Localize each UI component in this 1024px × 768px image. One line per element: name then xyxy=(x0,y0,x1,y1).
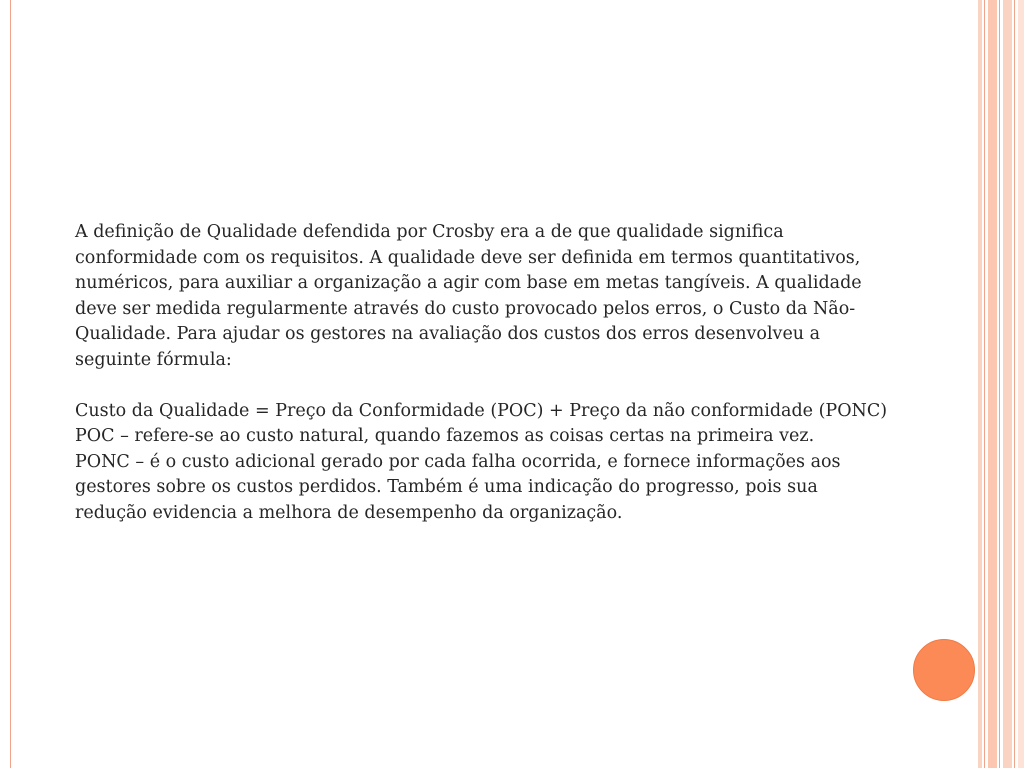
slide-body-text xyxy=(75,220,895,526)
decorative-stripe xyxy=(1018,0,1024,768)
paragraph-spacer xyxy=(75,373,895,399)
accent-circle-decoration xyxy=(913,639,975,701)
ponc-definition: PONC – é o custo adicional gerado por cada falha ocorrida, e fornece informações aos gestores sobre os custos perdidos. Também é uma indicação do progresso, pois sua redução evidencia a melhora de desempenho da organização. xyxy=(75,451,841,523)
poc-definition: POC – refere-se ao custo natural, quando fazemos as coisas certas na primeira vez. xyxy=(75,426,815,446)
intro-paragraph: A definição de Qualidade defendida por Crosby era a de que qualidade significa conformidade com os requisitos. A qualidade deve ser definida em termos quantitativos, numéricos, para auxiliar a organização a agir com base em metas tangíveis. A qualidade deve ser medida regularmente através do custo provocado pelos erros, o Custo da Não-Qualidade. Para ajudar os gestores na avaliação dos custos dos erros desenvolveu a seguinte fórmula: xyxy=(75,222,862,370)
decorative-stripe xyxy=(978,0,982,768)
decorative-stripe xyxy=(1014,0,1015,768)
decorative-stripe xyxy=(1003,0,1012,768)
decorative-stripe xyxy=(984,0,985,768)
decorative-stripe xyxy=(988,0,997,768)
formula-line: Custo da Qualidade = Preço da Conformidade (POC) + Preço da não conformidade (PONC) xyxy=(75,400,888,421)
left-frame-line xyxy=(10,0,11,768)
decorative-stripe xyxy=(999,0,1000,768)
